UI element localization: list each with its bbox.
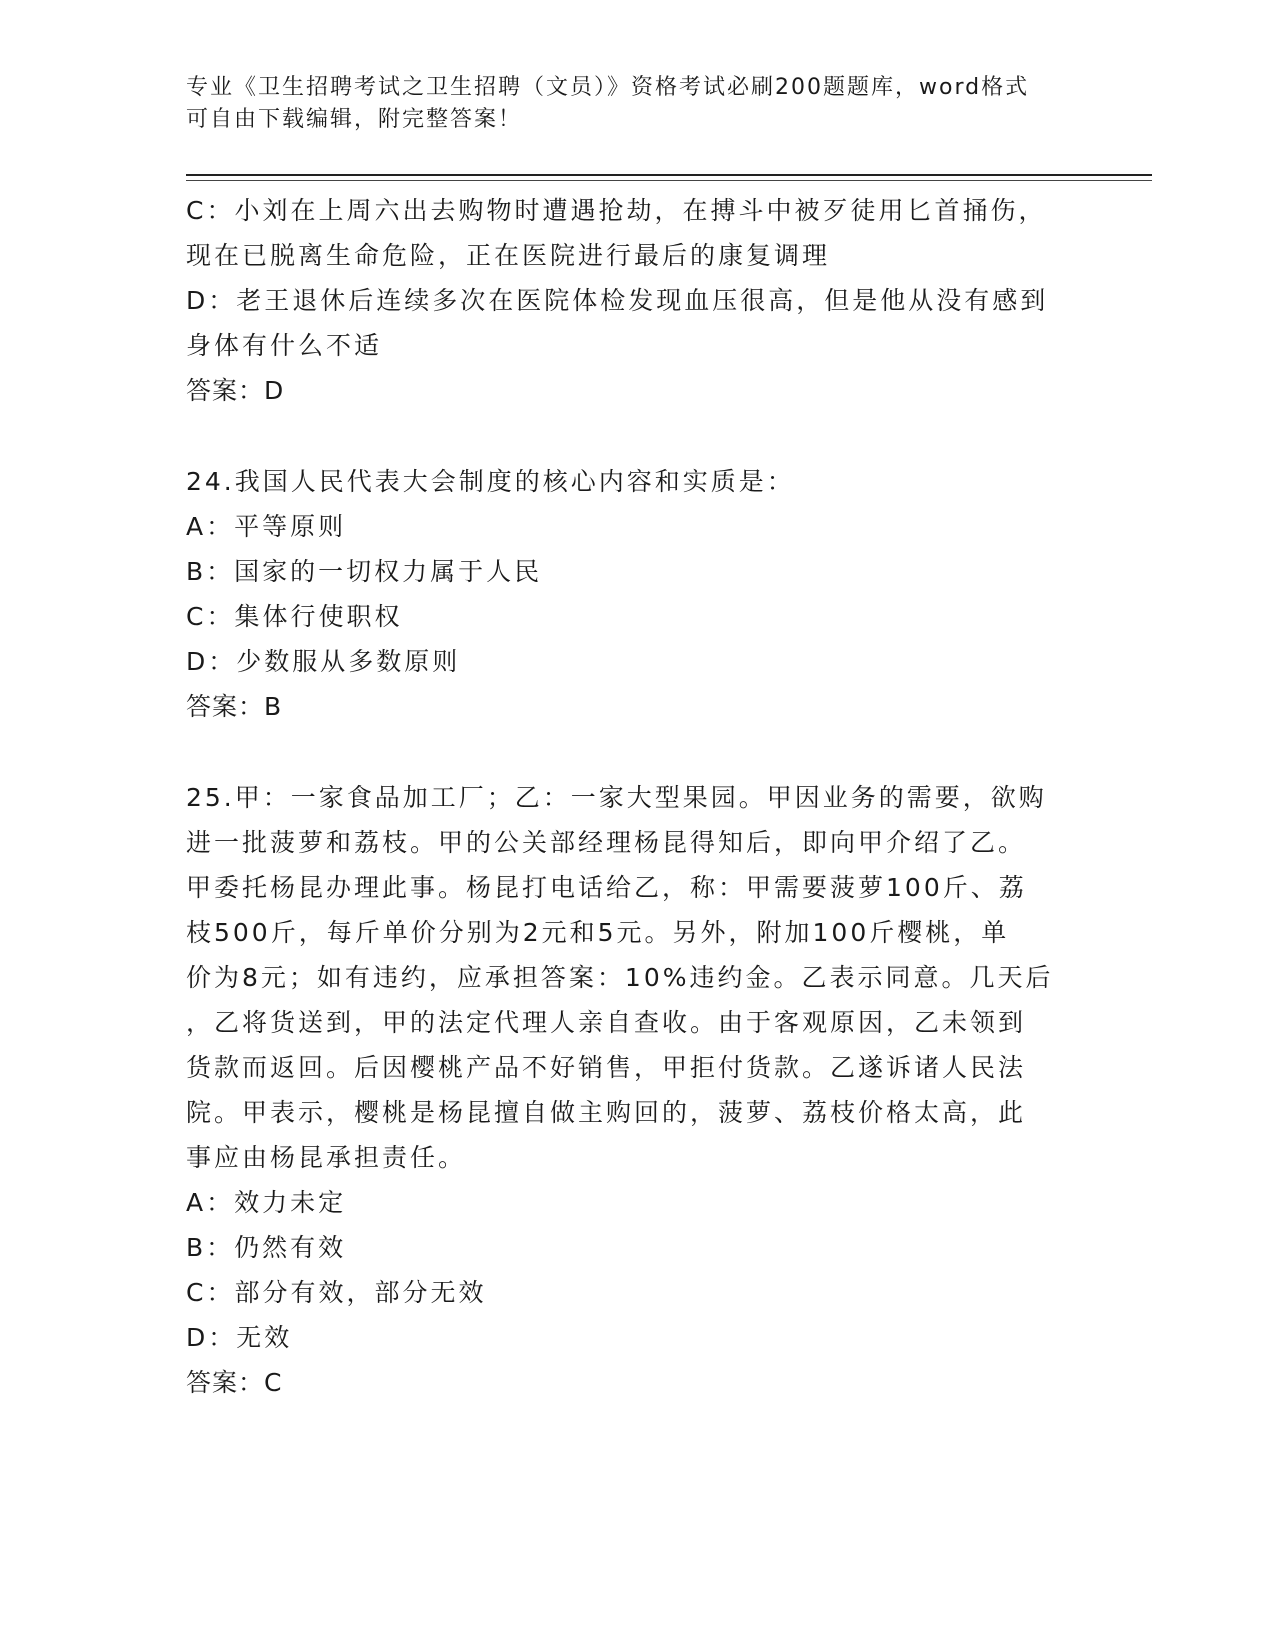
header-rule-thin	[186, 180, 1152, 181]
question-stem-line: 甲委托杨昆办理此事。杨昆打电话给乙，称：甲需要菠萝100斤、荔	[186, 873, 1027, 902]
answer: 答案：B	[186, 692, 283, 721]
option-a: A：平等原则	[186, 512, 347, 541]
option-d: D：老王退休后连续多次在医院体检发现血压很高，但是他从没有感到	[186, 286, 1049, 315]
question-stem-line: ，乙将货送到，甲的法定代理人亲自查收。由于客观原因，乙未领到	[186, 1008, 1027, 1037]
option-b: B：国家的一切权力属于人民	[186, 557, 543, 586]
option-d: D：少数服从多数原则	[186, 647, 461, 676]
question-stem-line: 院。甲表示，樱桃是杨昆擅自做主购回的，菠萝、荔枝价格太高，此	[186, 1098, 1027, 1127]
question-stem-line: 货款而返回。后因樱桃产品不好销售，甲拒付货款。乙遂诉诸人民法	[186, 1053, 1027, 1082]
option-c-continued: 现在已脱离生命危险，正在医院进行最后的康复调理	[186, 241, 831, 270]
answer: 答案：D	[186, 376, 285, 405]
question-24	[186, 459, 1086, 729]
header-title-line-2: 可自由下载编辑，附完整答案！	[186, 107, 523, 132]
option-c: C：部分有效，部分无效	[186, 1278, 487, 1307]
option-d-continued: 身体有什么不适	[186, 331, 383, 360]
question-stem-line: 价为8元；如有违约，应承担答案：10%违约金。乙表示同意。几天后	[186, 963, 1054, 992]
option-c: C：小刘在上周六出去购物时遭遇抢劫，在搏斗中被歹徒用匕首捅伤，	[186, 196, 1047, 225]
question-stem-line: 25.甲：一家食品加工厂；乙：一家大型果园。甲因业务的需要，欲购	[186, 783, 1047, 812]
option-b: B：仍然有效	[186, 1233, 347, 1262]
spacer	[186, 729, 1086, 775]
question-content	[186, 188, 1086, 1405]
option-c: C：集体行使职权	[186, 602, 403, 631]
question-25	[186, 775, 1086, 1405]
header-rule-thick	[186, 174, 1152, 176]
answer: 答案：C	[186, 1368, 283, 1397]
header-title-line-1: 专业《卫生招聘考试之卫生招聘（文员）》资格考试必刷200题题库，word格式	[186, 75, 1030, 100]
option-a: A：效力未定	[186, 1188, 347, 1217]
question-stem: 24.我国人民代表大会制度的核心内容和实质是：	[186, 467, 795, 496]
question-stem-line: 事应由杨昆承担责任。	[186, 1143, 467, 1172]
page-header	[186, 72, 1086, 136]
spacer	[186, 413, 1086, 459]
question-stem-line: 进一批菠萝和荔枝。甲的公关部经理杨昆得知后，即向甲介绍了乙。	[186, 828, 1027, 857]
question-23-tail	[186, 188, 1086, 413]
question-stem-line: 枝500斤，每斤单价分别为2元和5元。另外，附加100斤樱桃，单	[186, 918, 1010, 947]
option-d: D：无效	[186, 1323, 293, 1352]
